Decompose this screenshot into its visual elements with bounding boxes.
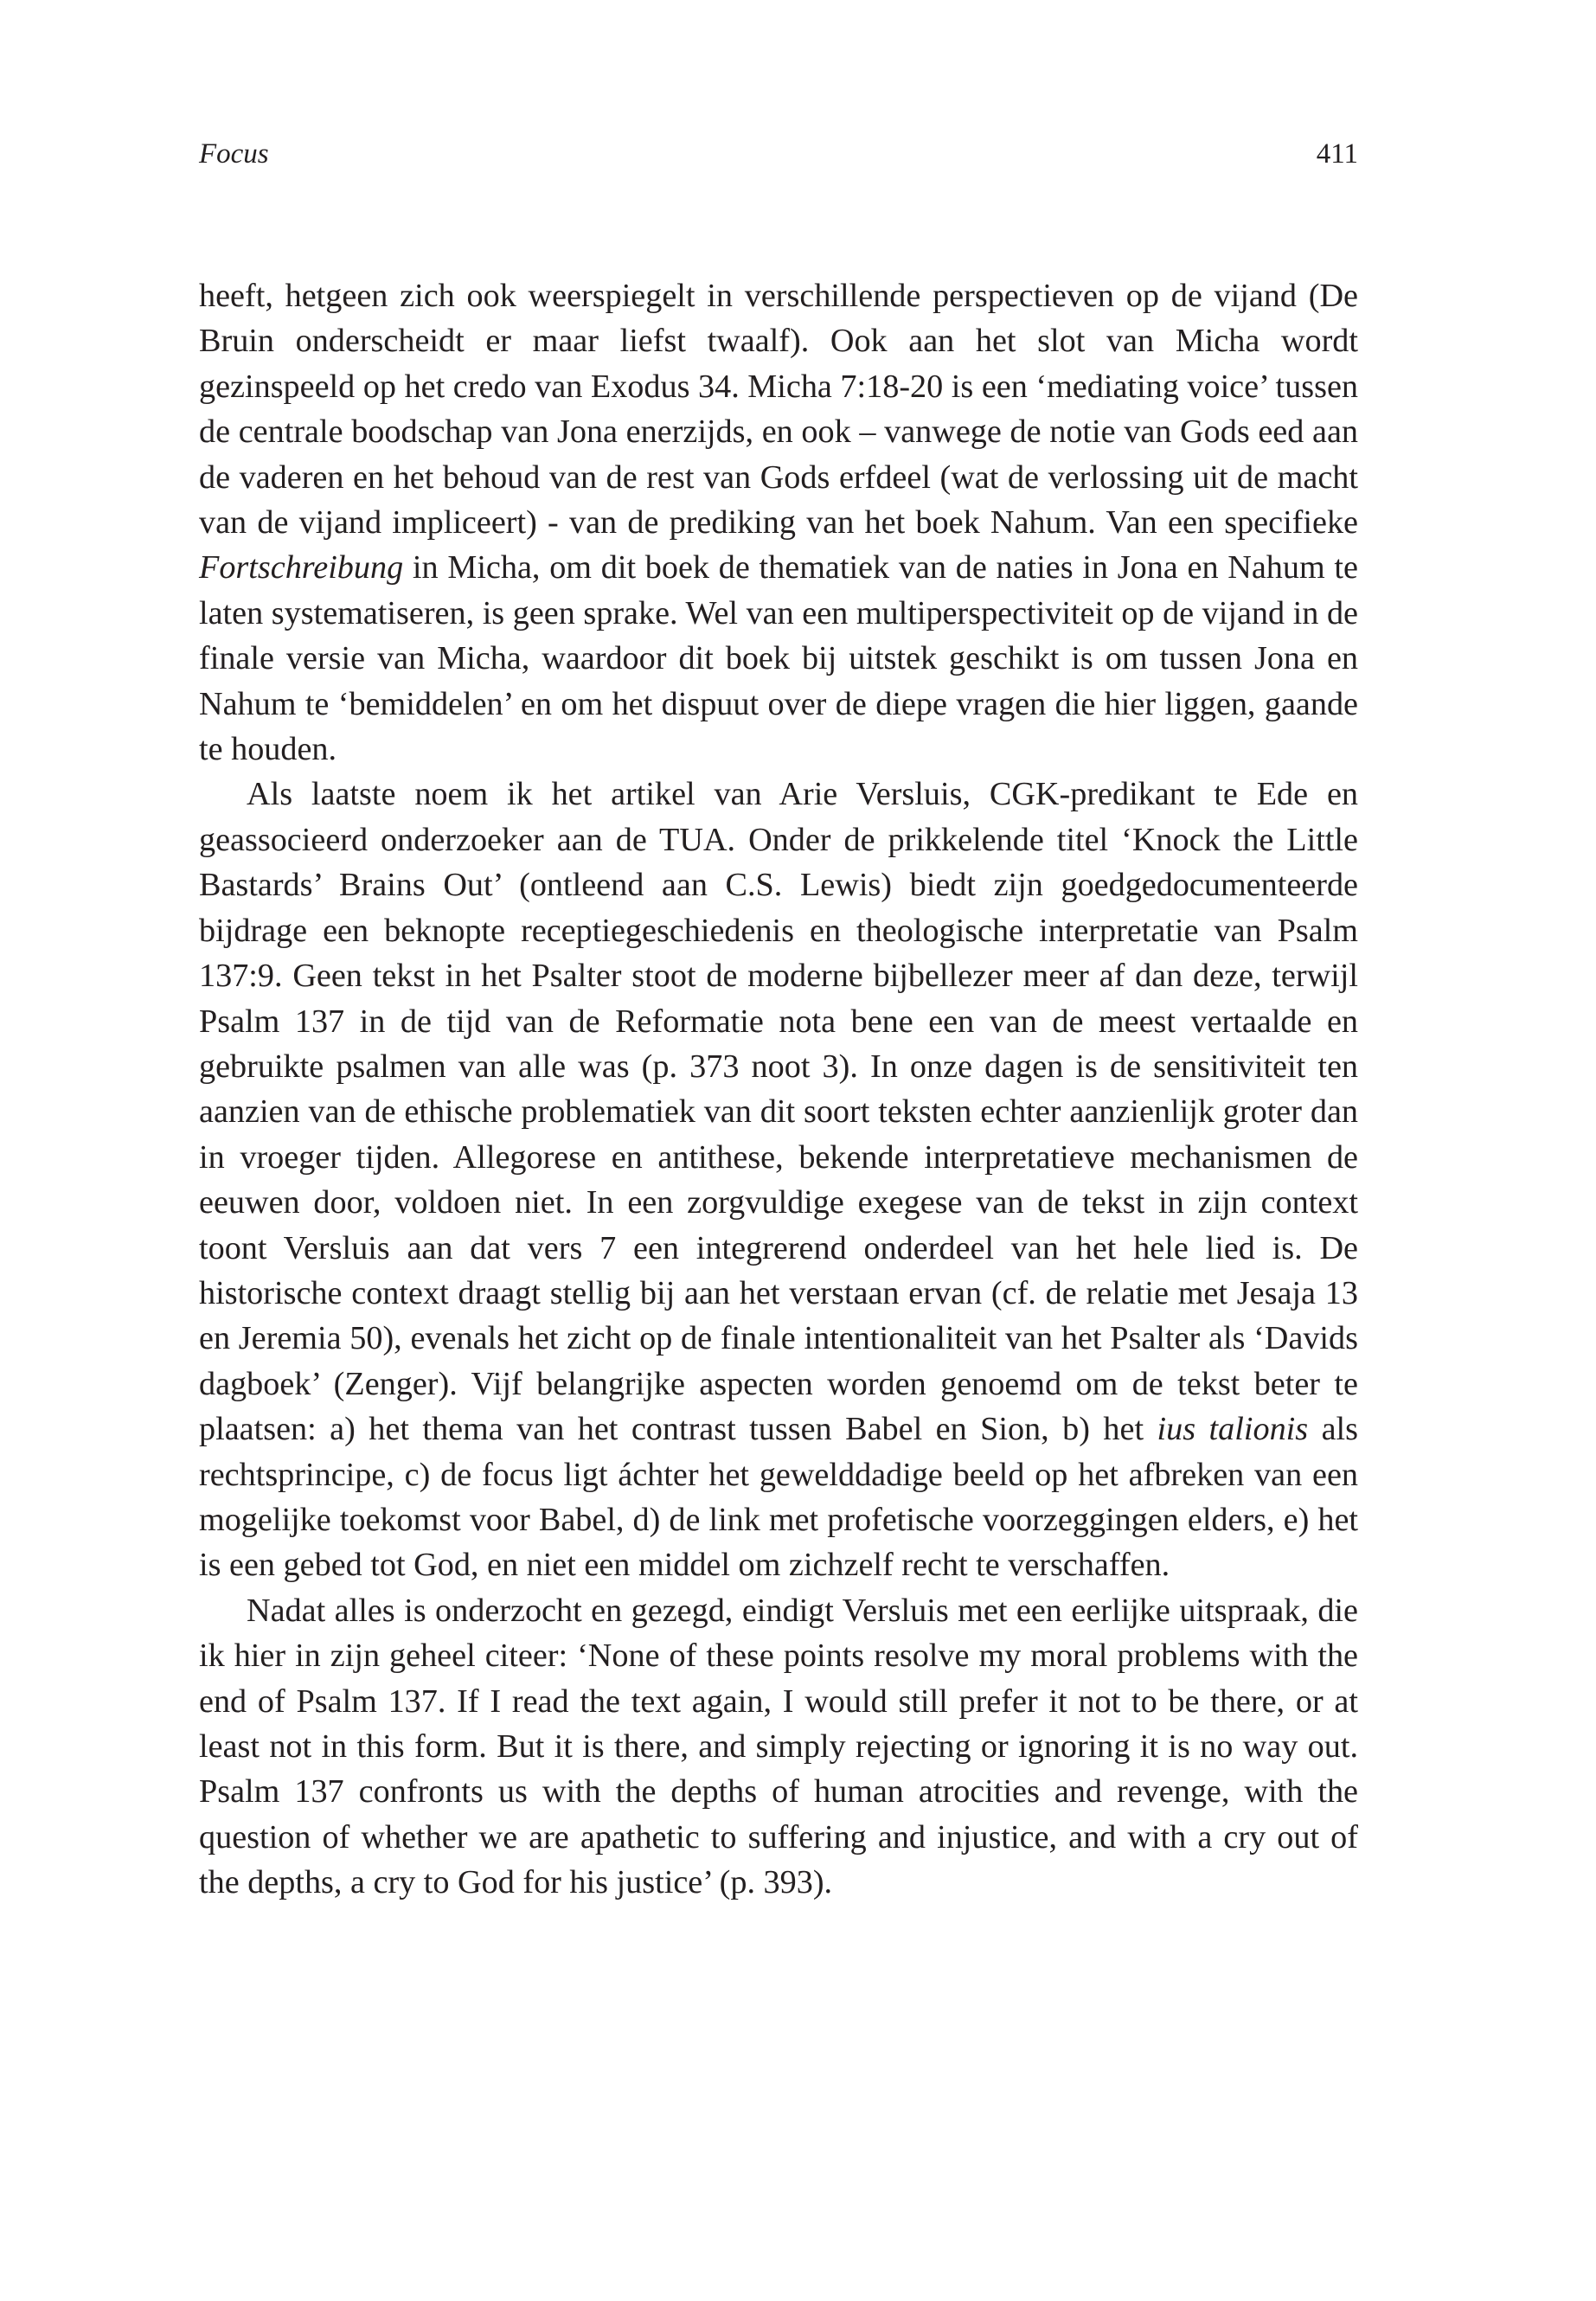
running-title: Focus xyxy=(199,138,269,170)
page-header xyxy=(199,138,1358,182)
paragraph-1-italic-term: Fortschreibung xyxy=(199,549,404,586)
paragraph-2-text-b: als rechtsprincipe, c) de focus ligt áchter het gewelddadige beeld op het afbreken van een mogelijke toekomst voor Babel, d) de link met profetische voorzeggingen elders, e) het is een gebed tot God, en niet een middel om zichzelf recht te verschaffen. xyxy=(199,1411,1359,1584)
paragraph-1-text-b: in Micha, om dit boek de thematiek van de naties in Jona en Nahum te laten systematiseren, is geen sprake. Wel van een multiperspectiviteit op de vijand in de finale versie van Micha, waardoor dit boek bij uitstek geschikt is om tussen Jona en Nahum te ‘bemiddelen’ en om het dispuut over de diepe vragen die hier liggen, gaande te houden. xyxy=(199,549,1358,768)
paragraph-3-text: Nadat alles is onderzocht en gezegd, eindigt Versluis met een eerlijke uitspraak, die ik hier in zijn geheel citeer: ‘None of these points resolve my moral problems with the end of Psalm 137. If I read the text again, I would still prefer it not to be there, or at least not in this form. But it is there, and simply rejecting or ignoring it is no way out. Psalm 137 confronts us with the depths of human atrocities and revenge, with the question of whether we are apathetic to suffering and injustice, and with a cry out of the depths, a cry to God for his justice’ (p. 393). xyxy=(199,1592,1358,1901)
paragraph-1 xyxy=(199,273,1358,772)
body-text xyxy=(199,273,1358,1906)
paragraph-2-text-a: Als laatste noem ik het artikel van Arie Versluis, CGK-predikant te Ede en geassocieerd onderzoeker aan de TUA. Onder de prikkelende titel ‘Knock the Little Bastards’ Brains Out’ (ontleend aan C.S. Lewis) biedt zijn goedgedocumenteerde bijdrage een beknopte receptiegeschiedenis en theologische interpretatie van Psalm 137:9. Geen tekst in het Psalter stoot de moderne bijbellezer meer af dan deze, terwijl Psalm 137 in de tijd van de Reformatie nota bene een van de meest vertaalde en gebruikte psalmen van alle was (p. 373 noot 3). In onze dagen is de sensitiviteit ten aanzien van de ethische problematiek van dit soort teksten echter aanzienlijk groter dan in vroeger tijden. Allegorese en antithese, bekende interpretatieve mechanismen de eeuwen door, voldoen niet. In een zorgvuldige exegese van de tekst in zijn context toont Versluis aan dat vers 7 een integrerend onderdeel van het hele lied is. De historische context draagt stellig bij aan het verstaan ervan (cf. de relatie met Jesaja 13 en Jeremia 50), evenals het zicht op de finale intentionaliteit van het Psalter als ‘Davids dagboek’ (Zenger). Vijf belangrijke aspecten worden genoemd om de tekst beter te plaatsen: a) het thema van het contrast tussen Babel en Sion, b) het xyxy=(199,776,1358,1448)
page-number: 411 xyxy=(1316,138,1358,170)
paragraph-2 xyxy=(199,772,1358,1587)
paragraph-3 xyxy=(199,1588,1358,1906)
paragraph-2-italic-term: ius talionis xyxy=(1157,1411,1309,1448)
paragraph-1-text-a: heeft, hetgeen zich ook weerspiegelt in verschillende perspectieven op de vijand (De Bruin onderscheidt er maar liefst twaalf). Ook aan het slot van Micha wordt gezinspeeld op het credo van Exodus 34. Micha 7:18-20 is een ‘mediating voice’ tussen de centrale boodschap van Jona enerzijds, en ook – vanwege de notie van Gods eed aan de vaderen en het behoud van de rest van Gods erfdeel (wat de verlossing uit de macht van de vijand impliceert) - van de prediking van het boek Nahum. Van een specifieke xyxy=(199,278,1358,542)
